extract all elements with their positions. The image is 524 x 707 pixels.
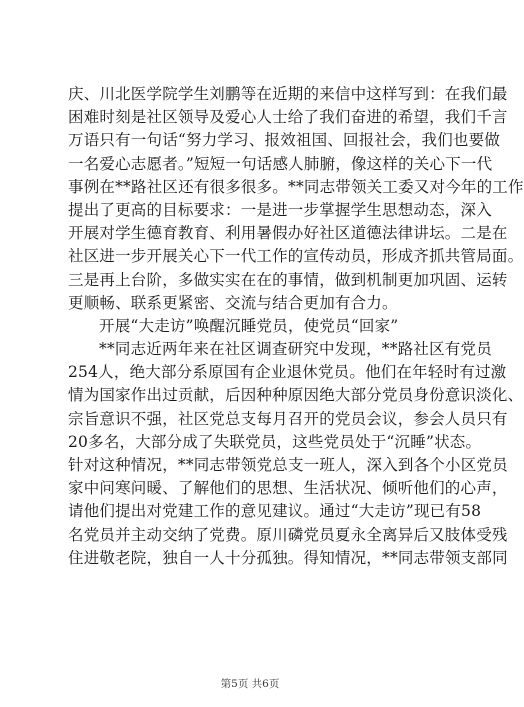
text-line: 三是再上台阶，多做实实在在的事情，做到机制更加巩固、运转	[68, 270, 508, 289]
text-line: 事例在**路社区还有很多很多。**同志带领关工委又对今年的工作	[68, 177, 524, 196]
text-line: 针对这种情况，**同志带领党总支一班人，深入到各个小区党员	[68, 456, 508, 474]
text-line: 万语只有一句话“努力学习、报效祖国、回报社会，我们也要做	[68, 131, 501, 150]
text-line: 住进敬老院，独自一人十分孤独。得知情况，**同志带领支部同	[68, 548, 508, 567]
text-line: **同志近两年来在社区调查研究中发现，**路社区有党员	[99, 340, 492, 359]
text-line: 情为国家作出过贡献，后因种种原因绝大部分党员身份意识淡化、	[68, 386, 524, 405]
text-line: 庆、川北医学院学生刘鹏等在近期的来信中这样写到：在我们最	[68, 85, 508, 103]
text-line: 20多名，大部分成了失联党员，这些党员处于“沉睡”状态。	[68, 432, 482, 451]
page-footer: 第5页 共6页	[220, 678, 280, 690]
text-line: 254人，绝大部分系原国有企业退休党员。他们在年轻时有过激	[68, 363, 507, 382]
section-heading: 开展“大走访”唤醒沉睡党员，使党员“回家”	[99, 316, 399, 335]
text-line: 开展对学生德育教育、利用暑假办好社区道德法律讲坛。二是在	[68, 224, 508, 243]
text-line: 名党员并主动交纳了党费。原川磷党员夏永全离异后又肢体受残	[68, 525, 508, 544]
text-line: 一名爱心志愿者。”短短一句话感人肺腑，像这样的关心下一代	[68, 154, 493, 173]
text-line: 宗旨意识不强，社区党总支每月召开的党员会议，参会人员只有	[68, 409, 508, 428]
text-line: 提出了更高的目标要求：一是进一步掌握学生思想动态，深入	[68, 200, 492, 219]
text-line: 社区进一步开展关心下一代工作的宣传动员，形成齐抓共管局面。	[68, 247, 524, 266]
text-line: 更顺畅、联系更紧密、交流与结合更加有合力。	[68, 293, 398, 312]
text-line: 请他们提出对党建工作的意见建议。通过“大走访”现已有58	[68, 502, 482, 521]
text-line: 家中问寒问暖、了解他们的思想、生活状况、倾听他们的心声，	[68, 479, 508, 498]
text-line: 困难时刻是社区领导及爱心人士给了我们奋进的希望，我们千言	[68, 108, 508, 127]
document-body	[68, 83, 524, 570]
